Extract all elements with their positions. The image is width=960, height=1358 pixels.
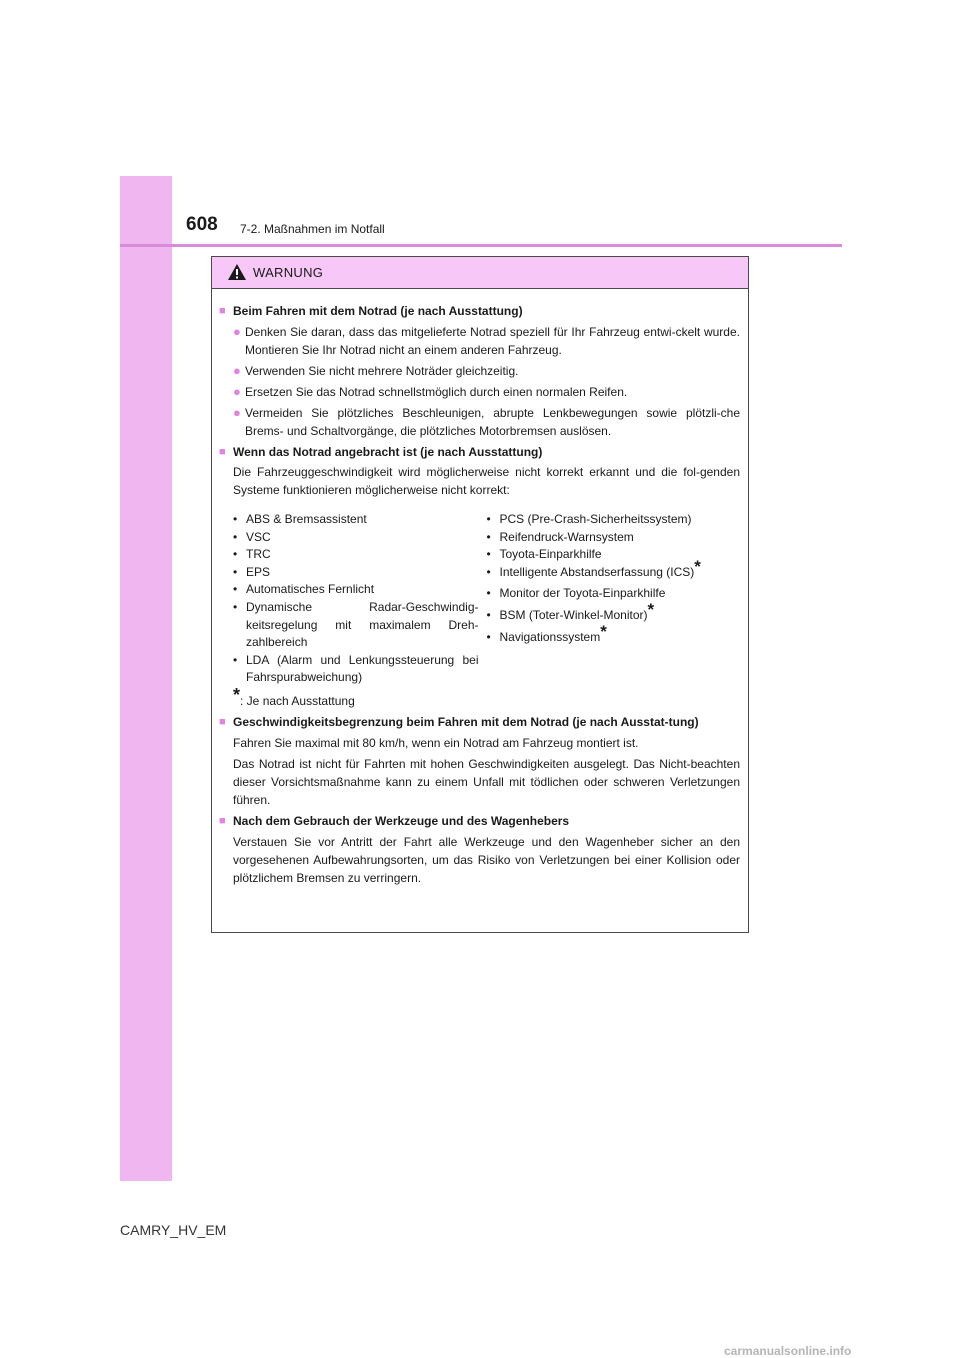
circle-bullet-icon: ● xyxy=(233,384,241,399)
list-item: • Reifendruck-Warnsystem xyxy=(486,529,634,544)
list-item: • TRC xyxy=(233,547,271,562)
list-item: ● Denken Sie daran, dass das mitgelieferte Notrad speziell für Ihr Fahrzeug entwi-ckelt wurde. Montieren Sie Ihr Notrad nicht an einem anderen Fahrzeug. xyxy=(233,324,740,357)
section-heading: Nach dem Gebrauch der Werkzeuge und des Wagenhebers xyxy=(233,813,570,828)
list-item: • Automatisches Fernlicht xyxy=(233,582,375,597)
square-bullet-icon: ■ xyxy=(219,715,226,728)
square-bullet-icon: ■ xyxy=(219,446,226,458)
warning-header xyxy=(212,257,748,289)
footer-document-code: CAMRY_HV_EM xyxy=(120,1222,227,1238)
section-heading: Beim Fahren mit dem Notrad (je nach Ausstattung) xyxy=(233,304,523,318)
asterisk-mark: * xyxy=(647,599,655,619)
page-number: 608 xyxy=(186,214,218,235)
section-spare-wheel-driving xyxy=(219,302,740,440)
footnote: *: Je nach Ausstattung xyxy=(233,684,355,708)
section-heading: Wenn das Notrad angebracht ist (je nach Ausstattung) xyxy=(233,445,543,459)
warning-body xyxy=(212,289,748,887)
systems-list-left xyxy=(233,511,487,687)
systems-list xyxy=(219,511,740,687)
list-item: ● Vermeiden Sie plötzliches Beschleunigen, abrupte Lenkbewegungen sowie plötzli-che Brems- und Schaltvorgänge, die plötzliches Motorbremsen auslösen. xyxy=(233,405,740,438)
asterisk-mark: * xyxy=(233,684,241,705)
header-divider xyxy=(120,244,842,247)
warning-box xyxy=(211,256,749,933)
list-item: • Monitor der Toyota-Einparkhilfe xyxy=(486,586,666,601)
square-bullet-icon: ■ xyxy=(219,305,226,317)
list-item: • PCS (Pre-Crash-Sicherheitssystem) xyxy=(486,512,692,526)
list-item: • ABS & Bremsassistent xyxy=(233,512,367,526)
section-tools-stowage xyxy=(219,812,740,887)
list-item: • VSC xyxy=(233,529,271,544)
section-title: 7-2. Maßnahmen im Notfall xyxy=(240,222,385,236)
warning-title: WARNUNG xyxy=(253,265,324,280)
list-item: ● Verwenden Sie nicht mehrere Noträder gleichzeitig. xyxy=(233,363,519,378)
list-item: ● Ersetzen Sie das Notrad schnellstmöglich durch einen normalen Reifen. xyxy=(233,384,628,399)
list-item: • BSM (Toter-Winkel-Monitor)* xyxy=(486,599,655,622)
list-item: • Toyota-Einparkhilfe xyxy=(486,547,602,562)
list-item: • LDA (Alarm und Lenkungssteuerung bei Fahrspurabweichung) xyxy=(233,652,479,685)
section-paragraph: Das Notrad ist nicht für Fahrten mit hohen Geschwindigkeiten ausgelegt. Das Nicht-beachten dieser Vorsichtsmaßnahme kann zu einem Unfall mit tödlichen oder schweren Verletzungen führen. xyxy=(233,756,740,807)
section-heading: Geschwindigkeitsbegrenzung beim Fahren mit dem Notrad (je nach Ausstat-tung) xyxy=(233,714,699,729)
circle-bullet-icon: ● xyxy=(233,363,241,378)
square-bullet-icon: ■ xyxy=(219,814,226,827)
section-spare-wheel-mounted xyxy=(219,443,740,710)
list-item: • EPS xyxy=(233,564,271,579)
circle-bullet-icon: ● xyxy=(233,405,241,420)
watermark: carmanualsonline.info xyxy=(724,1344,852,1358)
section-paragraph: Fahren Sie maximal mit 80 km/h, wenn ein Notrad am Fahrzeug montiert ist. xyxy=(233,735,639,750)
circle-bullet-icon: ● xyxy=(233,324,241,339)
systems-list-right xyxy=(487,511,741,687)
chapter-side-tab xyxy=(120,176,172,1181)
list-item: • Dynamische Radar-Geschwindig-keitsregelung mit maximalem Dreh-zahlbereich xyxy=(233,599,479,650)
section-speed-limit xyxy=(219,713,740,809)
asterisk-mark: * xyxy=(600,621,607,641)
warning-triangle-icon xyxy=(227,263,247,281)
section-paragraph: Verstauen Sie vor Antritt der Fahrt alle Werkzeuge und den Wagenheber sicher an den vorgesehenen Aufbewahrungsorten, um das Risiko von Verletzungen bei einer Kollision oder plötzlichem Bremsen zu verringern. xyxy=(233,834,740,885)
section-text: Die Fahrzeuggeschwindigkeit wird möglicherweise nicht korrekt erkannt und die fol-genden Systeme funktionieren möglicherweise nicht korrekt: xyxy=(233,465,740,497)
list-item: • Intelligente Abstandserfassung (ICS)* xyxy=(486,556,701,579)
list-item: • Navigationssystem* xyxy=(486,621,607,644)
asterisk-mark: * xyxy=(694,556,701,576)
